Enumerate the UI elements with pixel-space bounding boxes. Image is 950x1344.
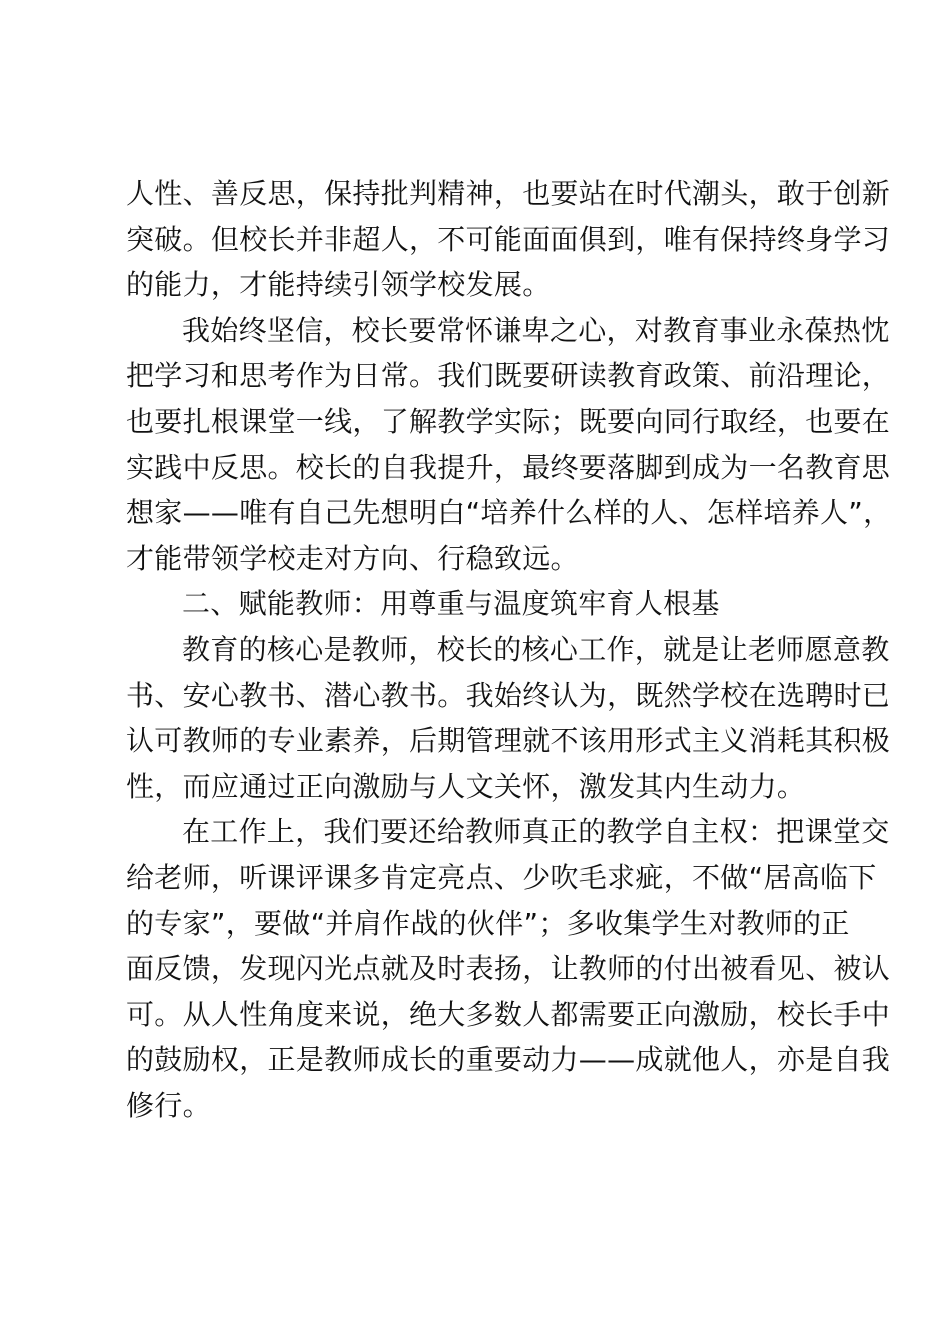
text-line: 书、安心教书、潜心教书。我始终认为，既然学校在选聘时已	[126, 678, 891, 712]
text-line: 突破。但校长并非超人，不可能面面俱到，唯有保持终身学习	[126, 222, 891, 256]
text-line: 想家——唯有自己先想明白“培养什么样的人、怎样培养人”，	[126, 496, 892, 530]
text-line: 认可教师的专业素养，后期管理就不该用形式主义消耗其积极	[126, 724, 891, 758]
text-line: 修行。	[126, 1088, 211, 1122]
document-body	[126, 171, 892, 1128]
paragraph-first-line: 在工作上，我们要还给教师真正的教学自主权：把课堂交	[182, 815, 890, 849]
text-line: 的能力，才能持续引领学校发展。	[126, 268, 551, 302]
text-line: 性，而应通过正向激励与人文关怀，激发其内生动力。	[126, 769, 806, 803]
text-line: 的鼓励权，正是教师成长的重要动力——成就他人，亦是自我	[126, 1043, 891, 1077]
text-line: 可。从人性角度来说，绝大多数人都需要正向激励，校长手中	[126, 997, 891, 1031]
paragraph-first-line: 我始终坚信，校长要常怀谦卑之心，对教育事业永葆热忱	[182, 313, 890, 347]
text-line: 才能带领学校走对方向、行稳致远。	[126, 541, 579, 575]
section-heading: 二、赋能教师：用尊重与温度筑牢育人根基	[182, 587, 720, 621]
text-line: 也要扎根课堂一线，了解教学实际；既要向同行取经，也要在	[126, 404, 891, 438]
paragraph-first-line: 教育的核心是教师，校长的核心工作，就是让老师愿意教	[182, 632, 890, 666]
text-line: 人性、善反思，保持批判精神，也要站在时代潮头，敢于创新	[126, 177, 891, 210]
text-line: 的专家”，要做“并肩作战的伙伴”；多收集学生对教师的正	[126, 906, 850, 940]
text-line: 实践中反思。校长的自我提升，最终要落脚到成为一名教育思	[126, 450, 891, 484]
text-line: 给老师，听课评课多肯定亮点、少吹毛求疵，不做“居高临下	[126, 860, 877, 894]
text-line: 把学习和思考作为日常。我们既要研读教育政策、前沿理论，	[126, 359, 891, 393]
text-line: 面反馈，发现闪光点就及时表扬，让教师的付出被看见、被认	[126, 952, 891, 986]
